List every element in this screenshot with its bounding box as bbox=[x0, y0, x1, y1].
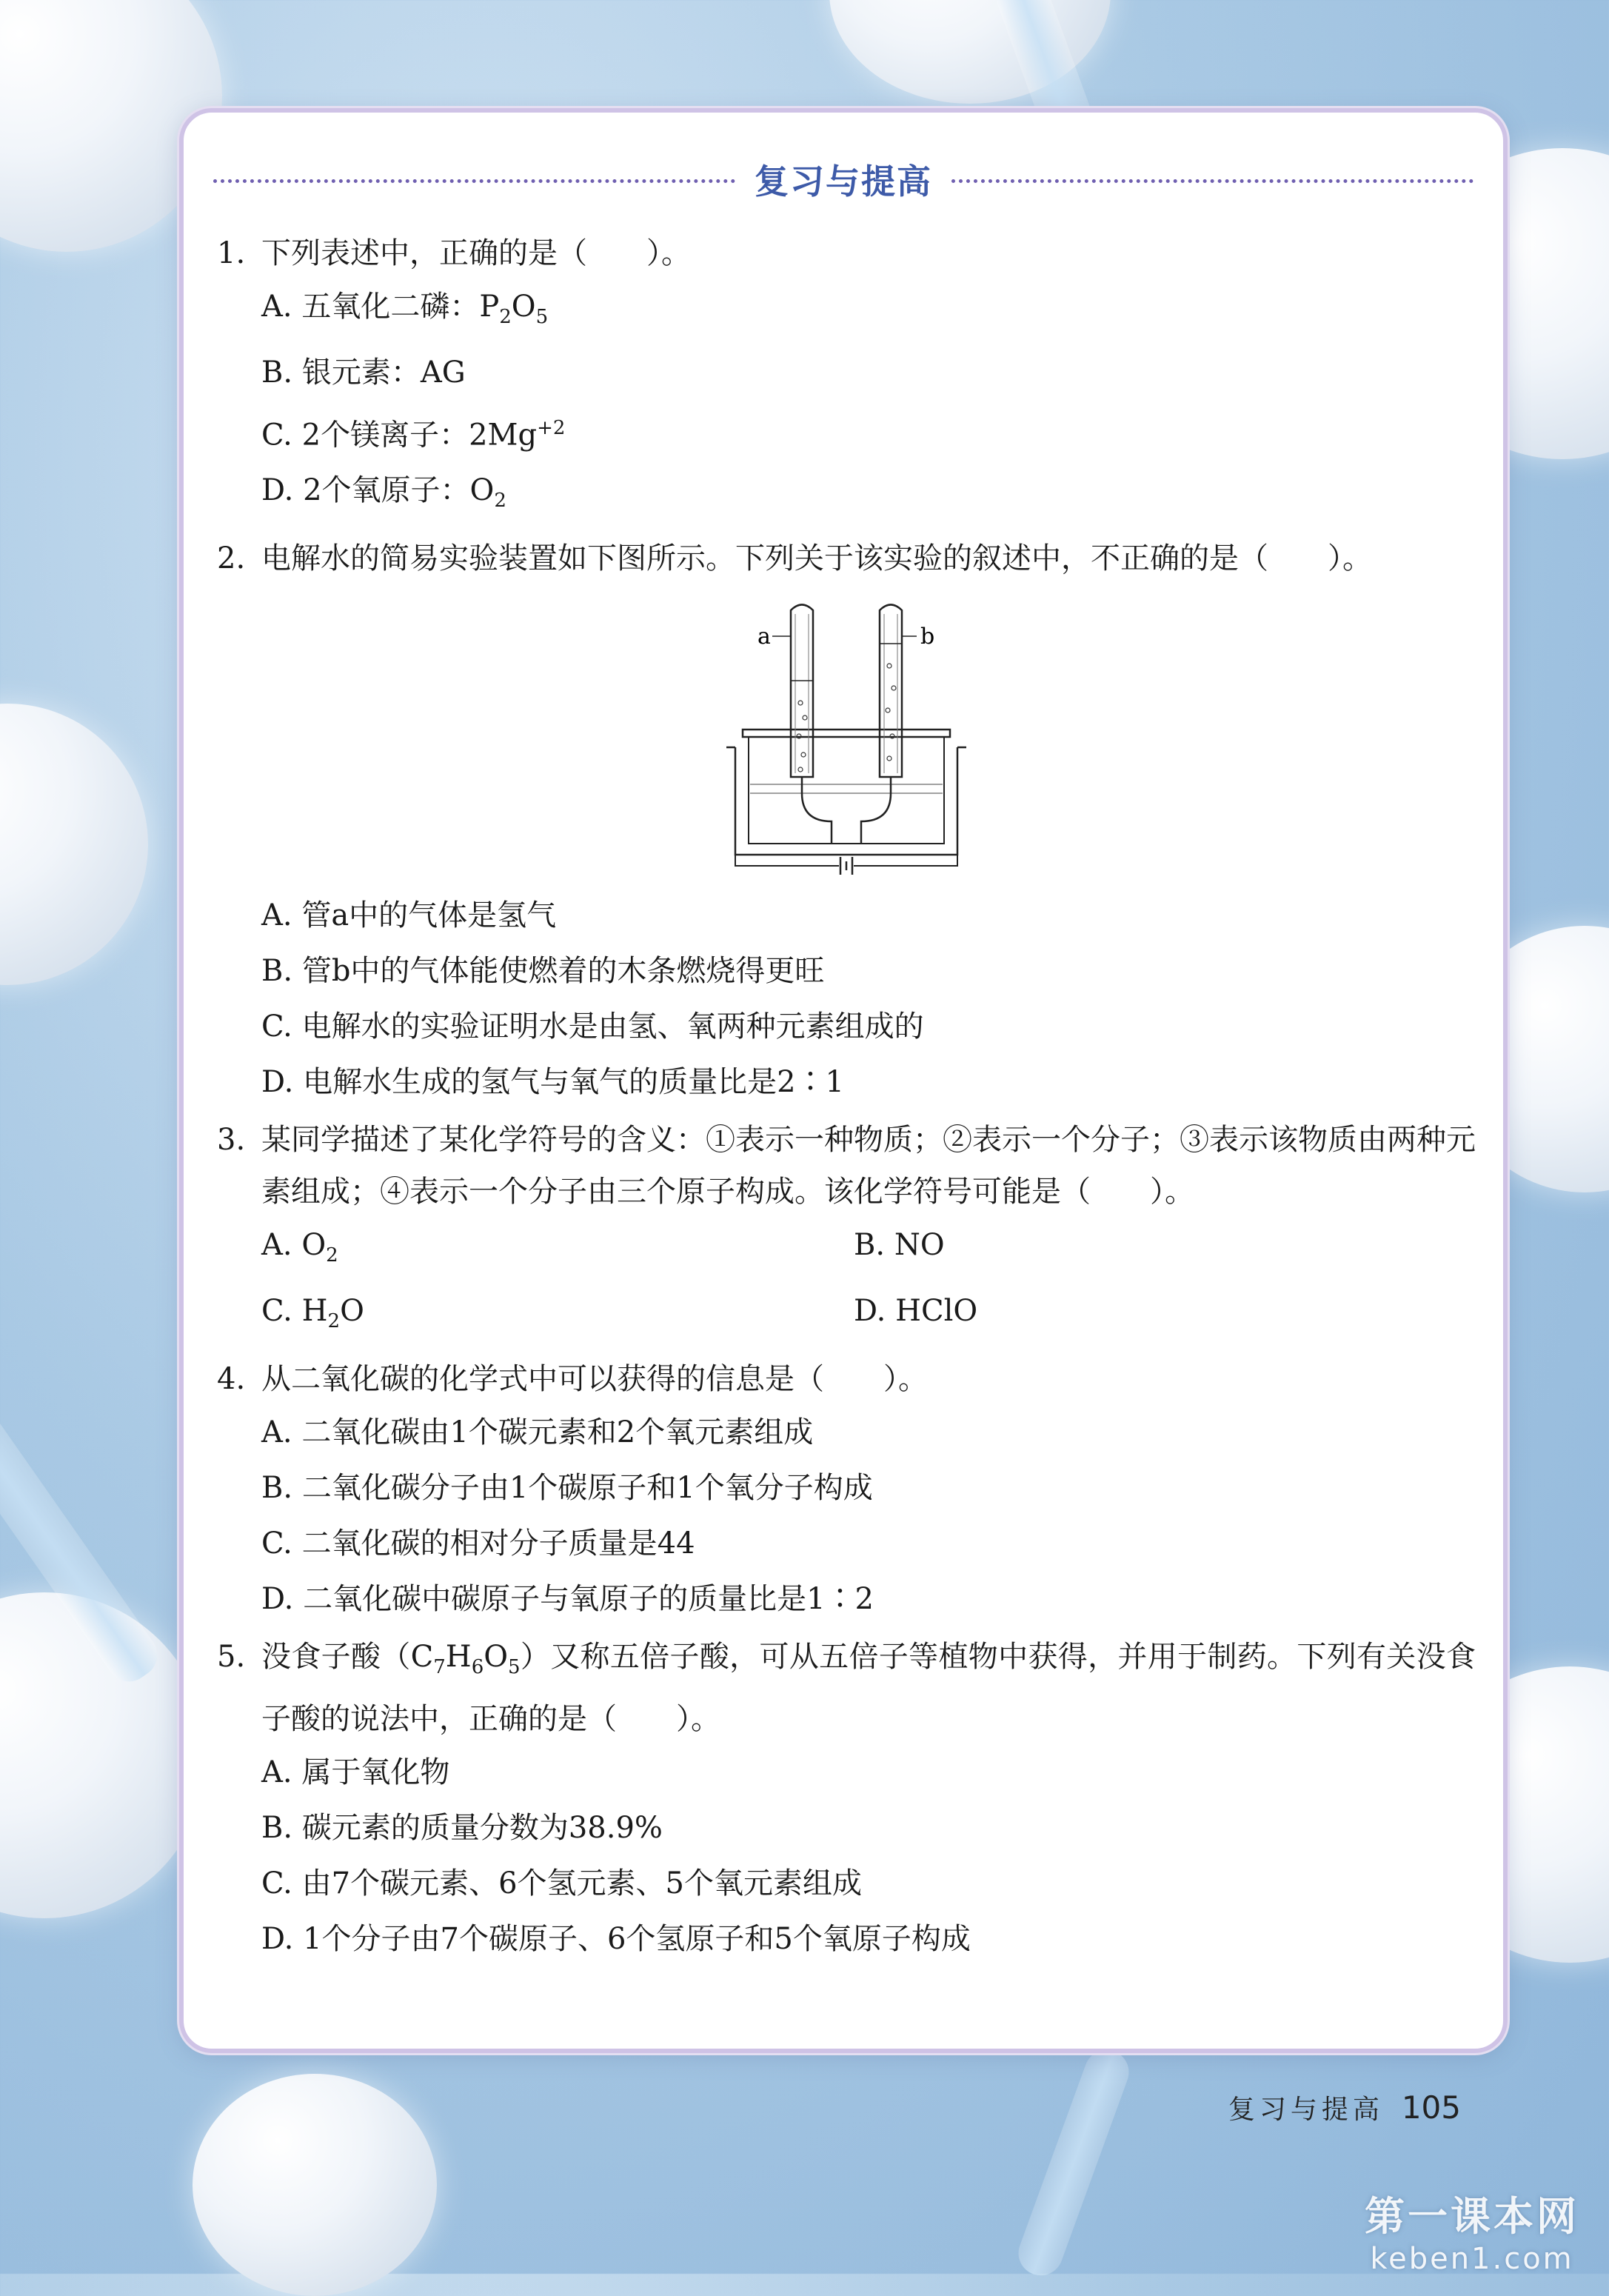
option bbox=[261, 1218, 854, 1284]
question-number: 5. bbox=[217, 1640, 246, 1675]
option-text: O bbox=[340, 1294, 364, 1329]
option-text: 2个氧原子：O bbox=[303, 473, 495, 508]
option-text: H bbox=[301, 1294, 328, 1329]
option-text: 碳元素的质量分数为38.9% bbox=[301, 1811, 663, 1846]
option-label: C. bbox=[261, 1294, 292, 1329]
option bbox=[217, 345, 1476, 401]
option-text: 1个分子由7个碳原子、6个氢原子和5个氧原子构成 bbox=[303, 1922, 971, 1957]
text: O bbox=[484, 1640, 509, 1675]
page-number: 105 bbox=[1401, 2089, 1461, 2126]
section-header bbox=[213, 157, 1473, 201]
option-label: D. bbox=[261, 1582, 294, 1617]
question-2 bbox=[217, 533, 1476, 584]
option-label: B. bbox=[261, 954, 293, 989]
option-label: B. bbox=[854, 1228, 886, 1263]
electrolysis-figure bbox=[217, 599, 1476, 881]
option bbox=[217, 1912, 1476, 1967]
option bbox=[217, 1516, 1476, 1572]
watermark-name: 第一课本网 bbox=[1365, 2193, 1579, 2240]
tube-b-label: b bbox=[920, 624, 935, 650]
option-text: 二氧化碳分子由1个碳原子和1个氧分子构成 bbox=[301, 1471, 873, 1506]
option bbox=[217, 944, 1476, 999]
question-text: 从二氧化碳的化学式中可以获得的信息是（ ）。 bbox=[261, 1362, 928, 1397]
option-text: 电解水的实验证明水是由氢、氧两种元素组成的 bbox=[301, 1009, 924, 1044]
question-text: 电解水的简易实验装置如下图所示。下列关于该实验的叙述中，不正确的是（ ）。 bbox=[261, 541, 1372, 576]
question-4 bbox=[217, 1353, 1476, 1405]
option-text: 管b中的气体能使燃着的木条燃烧得更旺 bbox=[301, 954, 825, 989]
option-label: B. bbox=[261, 1471, 293, 1506]
question-5 bbox=[217, 1631, 1476, 1745]
option-text: 二氧化碳的相对分子质量是44 bbox=[301, 1526, 695, 1561]
question-text: 下列表述中，正确的是（ ）。 bbox=[261, 236, 691, 270]
question-number: 1. bbox=[217, 236, 246, 270]
option bbox=[217, 401, 1476, 463]
text: ）又称五倍子酸，可从五倍子等植物中获得，并用于制药。下列有关没食子酸的说法中，正确的是（ ）。 bbox=[261, 1640, 1476, 1737]
option-label: D. bbox=[854, 1294, 886, 1329]
question-text bbox=[261, 1631, 1476, 1745]
option-text: O bbox=[511, 290, 536, 324]
question-number: 4. bbox=[217, 1362, 246, 1397]
option-row bbox=[217, 1218, 1476, 1284]
subscript: 2 bbox=[499, 306, 512, 328]
dotted-rule bbox=[951, 179, 1473, 183]
subscript: 2 bbox=[326, 1244, 338, 1267]
option-label: A. bbox=[261, 1228, 292, 1263]
option bbox=[217, 1856, 1476, 1912]
option-text: 五氧化二磷：P bbox=[301, 290, 500, 324]
option-label: D. bbox=[261, 1065, 294, 1100]
bg-ball bbox=[0, 704, 148, 985]
option-label: C. bbox=[261, 1866, 292, 1901]
question-text: 某同学描述了某化学符号的含义：①表示一种物质；②表示一个分子；③表示该物质由两种元素组成；④表示一个分子由三个原子构成。该化学符号可能是（ ）。 bbox=[261, 1123, 1476, 1209]
option bbox=[854, 1284, 1446, 1349]
watermark-url: keben1.com bbox=[1370, 2242, 1574, 2276]
option-text: 二氧化碳由1个碳元素和2个氧元素组成 bbox=[301, 1415, 814, 1450]
option-label: A. bbox=[261, 898, 292, 933]
superscript: +2 bbox=[537, 417, 566, 439]
bg-ball bbox=[193, 2074, 437, 2296]
tube-a-label: a bbox=[757, 624, 771, 650]
subscript: 7 bbox=[433, 1656, 446, 1679]
option bbox=[854, 1218, 1446, 1284]
option bbox=[217, 463, 1476, 529]
option-label: C. bbox=[261, 1526, 292, 1561]
option-row bbox=[217, 1284, 1476, 1349]
option-text: 属于氧化物 bbox=[301, 1755, 450, 1790]
option-label: A. bbox=[261, 1415, 292, 1450]
subscript: 5 bbox=[535, 306, 549, 328]
option-label: D. bbox=[261, 1922, 294, 1957]
question-number: 2. bbox=[217, 541, 246, 576]
option-label: B. bbox=[261, 356, 293, 390]
option-label: C. bbox=[261, 1009, 292, 1044]
option-text: HClO bbox=[895, 1294, 978, 1329]
option-text: O bbox=[301, 1228, 327, 1263]
footer-section-title: 复习与提高 bbox=[1228, 2095, 1384, 2125]
text: 没食子酸（C bbox=[261, 1640, 434, 1675]
option-label: A. bbox=[261, 290, 292, 324]
option bbox=[261, 1284, 854, 1349]
watermark bbox=[1365, 2185, 1579, 2276]
subscript: 2 bbox=[494, 490, 506, 513]
option bbox=[217, 1745, 1476, 1801]
option-text: 由7个碳元素、6个氢元素、5个氧元素组成 bbox=[301, 1866, 862, 1901]
option-text: NO bbox=[894, 1228, 945, 1263]
subscript: 2 bbox=[327, 1310, 341, 1333]
option-text: 银元素：AG bbox=[301, 356, 466, 390]
dotted-rule bbox=[213, 179, 735, 183]
bg-rod bbox=[1012, 2043, 1135, 2281]
section-title: 复习与提高 bbox=[755, 161, 932, 201]
option-text: 管a中的气体是氢气 bbox=[301, 898, 557, 933]
option-text: 电解水生成的氢气与氧气的质量比是2∶1 bbox=[303, 1065, 844, 1100]
option-text: 二氧化碳中碳原子与氧原子的质量比是1∶2 bbox=[303, 1582, 874, 1617]
page-footer bbox=[1228, 2089, 1461, 2126]
option bbox=[217, 1055, 1476, 1110]
electrolysis-apparatus-diagram bbox=[720, 599, 972, 881]
question-3 bbox=[217, 1114, 1476, 1218]
text: H bbox=[445, 1640, 472, 1675]
option-label: B. bbox=[261, 1811, 293, 1846]
subscript: 5 bbox=[508, 1656, 521, 1679]
option bbox=[217, 1572, 1476, 1627]
option bbox=[217, 888, 1476, 944]
option-label: A. bbox=[261, 1755, 292, 1790]
option-label: C. bbox=[261, 418, 292, 453]
subscript: 6 bbox=[471, 1656, 484, 1679]
question-1 bbox=[217, 227, 1476, 279]
option-text: 2个镁离子：2Mg bbox=[301, 418, 538, 453]
option bbox=[217, 1461, 1476, 1516]
option-label: D. bbox=[261, 473, 294, 508]
option bbox=[217, 1801, 1476, 1856]
option bbox=[217, 999, 1476, 1055]
question-list bbox=[217, 224, 1476, 1967]
option bbox=[217, 279, 1476, 345]
content-card bbox=[179, 108, 1508, 2053]
option bbox=[217, 1405, 1476, 1461]
question-number: 3. bbox=[217, 1123, 246, 1158]
